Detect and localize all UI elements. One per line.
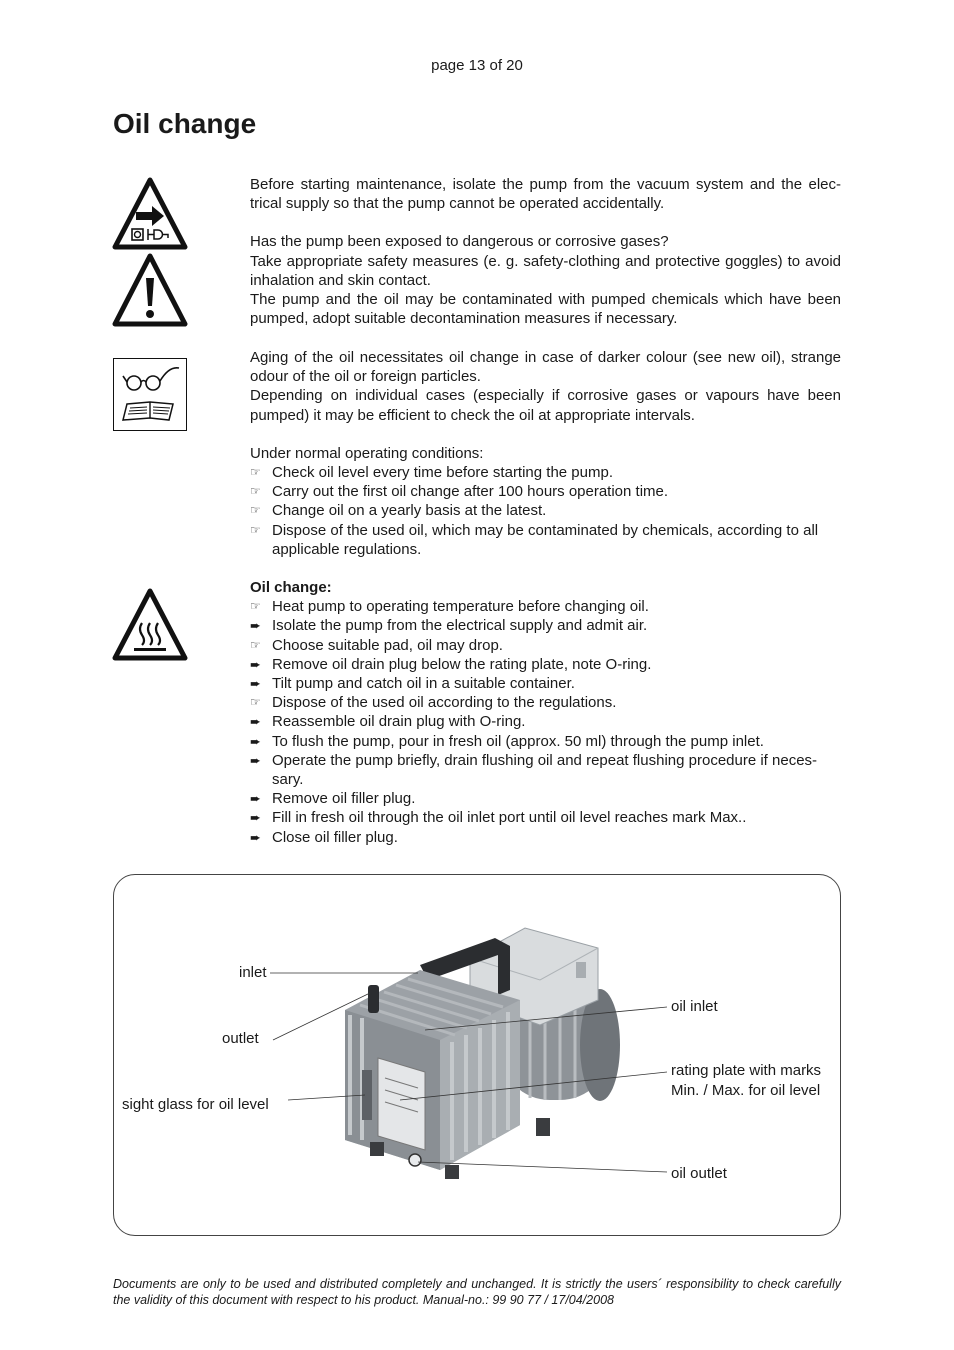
list-item: ☞ Check oil level every time before starting the pump. xyxy=(250,464,613,482)
pointing-hand-icon: ☞ xyxy=(250,637,261,652)
list-item: ➨ Operate the pump briefly, drain flushing oil and repeat flushing procedure if neces-sary. xyxy=(250,751,818,789)
pointing-hand-icon: ☞ xyxy=(250,484,261,499)
list-item: ➨ Tilt pump and catch oil in a suitable container. xyxy=(250,675,575,693)
label-rating-plate: rating plate with marks xyxy=(671,1062,822,1079)
list-item: ➨ Remove oil filler plug. xyxy=(250,790,416,808)
conditions-intro: Under normal operating conditions: xyxy=(250,444,484,462)
pointing-hand-icon: ☞ xyxy=(250,465,261,480)
arrow-right-icon: ➨ xyxy=(250,810,261,826)
safety-question: Has the pump been exposed to dangerous or corrosive gases? xyxy=(250,233,669,251)
list-item: ☞ Dispose of the used oil, which may be contaminated by chemicals, according to all applicable regulations. xyxy=(250,521,819,558)
label-inlet: inlet xyxy=(239,964,267,981)
label-rating-plate-marks: Min. / Max. for oil level xyxy=(671,1082,821,1099)
label-oil-inlet: oil inlet xyxy=(671,998,718,1015)
safety-paragraph: The pump and the oil may be contaminated with pumped chemicals which have been pumped, adopt suitable decontamination measures if necessary. xyxy=(250,291,841,328)
list-item: ➨ Isolate the pump from the electrical supply and admit air. xyxy=(250,617,648,635)
list-item: ☞ Heat pump to operating temperature before changing oil. xyxy=(250,598,649,616)
list-item: ➨ Close oil filler plug. xyxy=(250,828,398,846)
label-sight-glass: sight glass for oil level xyxy=(122,1096,269,1113)
label-outlet: outlet xyxy=(222,1030,259,1047)
arrow-right-icon: ➨ xyxy=(250,656,261,672)
safety-paragraph: Take appropriate safety measures (e. g. safety-clothing and protective goggles) to avoid inhalation and skin contact. xyxy=(250,252,841,289)
safety-paragraph: Before starting maintenance, isolate the pump from the vacuum system and the elec-trical supply so that the pump cannot be operated accidentally. xyxy=(250,176,841,213)
list-item: ☞ Choose suitable pad, oil may drop. xyxy=(250,636,503,654)
page-title: Oil change xyxy=(113,108,257,139)
pointing-hand-icon: ☞ xyxy=(250,503,261,518)
pointing-hand-icon: ☞ xyxy=(250,695,261,710)
list-item: ☞ Change oil on a yearly basis at the latest. xyxy=(250,502,547,520)
list-item: ➨ Fill in fresh oil through the oil inlet port until oil level reaches mark Max.. xyxy=(250,809,747,827)
pointing-hand-icon: ☞ xyxy=(250,599,261,614)
label-oil-outlet: oil outlet xyxy=(671,1165,727,1182)
list-item: ➨ To flush the pump, pour in fresh oil (approx. 50 ml) through the pump inlet. xyxy=(250,732,764,750)
list-item: ☞ Dispose of the used oil according to the regulations. xyxy=(250,694,617,712)
arrow-right-icon: ➨ xyxy=(250,791,261,807)
arrow-right-icon: ➨ xyxy=(250,733,261,749)
list-item: ➨ Reassemble oil drain plug with O-ring. xyxy=(250,713,526,731)
aging-paragraph: Aging of the oil necessitates oil change in case of darker colour (see new oil), strange odour of the oil or foreign particles. xyxy=(250,349,841,386)
arrow-right-icon: ➨ xyxy=(250,714,261,730)
procedure-heading: Oil change: xyxy=(250,579,332,596)
aging-paragraph: Depending on individual cases (especially if corrosive gases or vapours have been pumped) it may be efficient to check the oil at appropriate intervals. xyxy=(250,387,841,424)
arrow-right-icon: ➨ xyxy=(250,752,261,768)
arrow-right-icon: ➨ xyxy=(250,618,261,634)
document-footer: Documents are only to be used and distributed completely and unchanged. It is strictly the users´ responsibility to check carefully the validity of this document with respect to his product. Manual-no.: 99 90 77 / 17/04/2008 xyxy=(113,1277,841,1307)
pointing-hand-icon: ☞ xyxy=(250,522,261,537)
arrow-right-icon: ➨ xyxy=(250,829,261,845)
arrow-right-icon: ➨ xyxy=(250,676,261,692)
list-item: ☞ Carry out the first oil change after 100 hours operation time. xyxy=(250,483,669,501)
page-number: page 13 of 20 xyxy=(431,57,523,74)
list-item: ➨ Remove oil drain plug below the rating plate, note O-ring. xyxy=(250,655,652,673)
